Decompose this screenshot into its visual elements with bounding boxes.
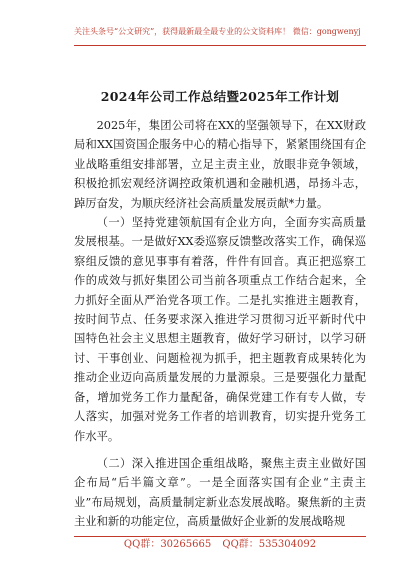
header-promo-text: 关注头条号“公文研究”，获得最新最全最专业的公文资料库！ 微信：gongwenyj (74, 27, 361, 36)
header-divider (74, 45, 366, 46)
document-title: 2024年公司工作总结暨2025年工作计划 (100, 89, 340, 104)
paragraph-section-1: （一）坚持党建领航国有企业方向，全面夯实高质量发展根基。一是做好XX委巡察反馈整改落实工作，确保巡察组反馈的意见事事有着落，件件有回音。真正把巡察工作的成效与抓好集团公司当前各项重点工作结合起来，全力抓好全面从严治党各项工作。二是扎实推进主题教育，按时间节点、任务要求深入推进学习贯彻习近平新时代中国特色社会主义思想主题教育，做好学习研讨，以学习研讨、干事创业、问题检视为抓手，把主题教育成果转化为推动企业迈向高质量发展的力量源泉。三是要强化力量配备，增加党务工作力量配备，确保党建工作有专人做，专人落实，加强对党务工作者的培训教育，切实提升党务工作水平。 (74, 216, 366, 443)
document-body (74, 116, 366, 532)
footer-contact (74, 538, 366, 552)
footer-divider (74, 536, 366, 537)
paragraph-intro: 2025年，集团公司将在XX的坚强领导下，在XX财政局和XX国资国企服务中心的精心指导下，紧紧围绕国有企业战略重组安排部署，立足主责主业，放眼非竞争领域，积极抢抓宏观经济调控政策机遇和金融机遇，昂扬斗志，踔厉奋发，为顺庆经济社会高质量发展贡献*力量。 (74, 119, 366, 210)
footer-qq-group-1: QQ群：30265665 (123, 539, 212, 550)
footer-qq-group-2: QQ群：535304092 (222, 539, 317, 550)
paragraph-section-2: （二）深入推进国企重组战略，聚焦主责主业做好国企布局“后半篇文章”。一是全面落实国有企业“主责主业”布局规划，高质量制定新业态发展战略。聚焦新的主责主业和新的功能定位，高质量做好企业新的发展战略规 (74, 456, 366, 529)
